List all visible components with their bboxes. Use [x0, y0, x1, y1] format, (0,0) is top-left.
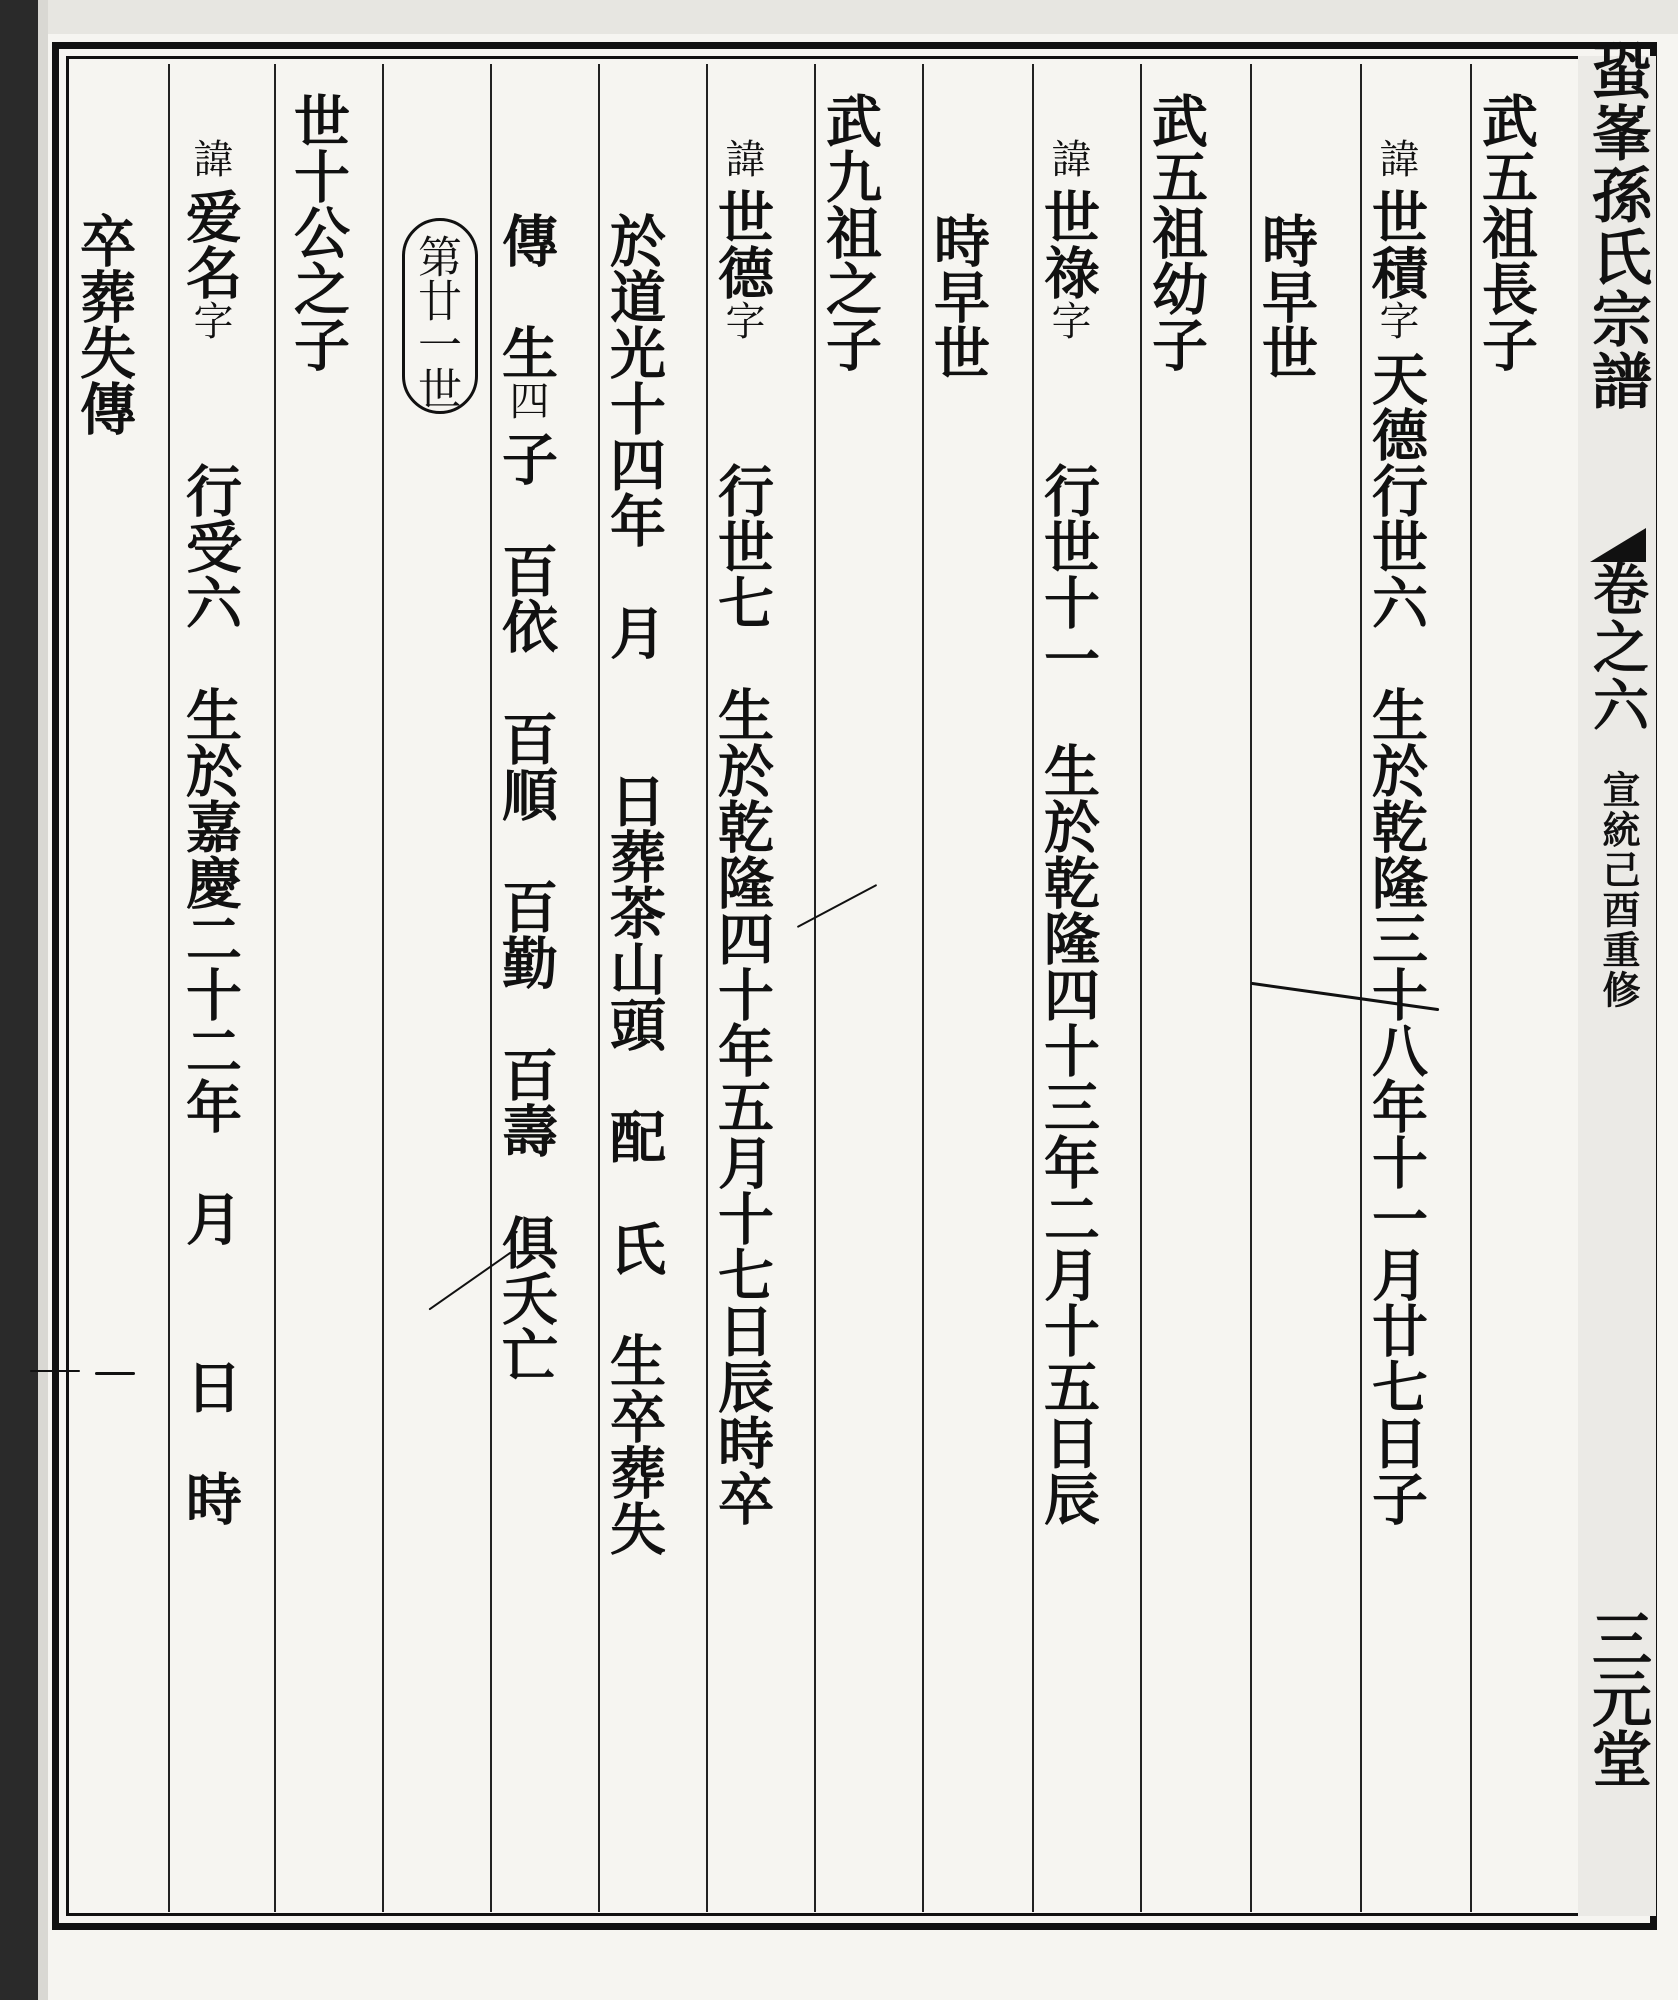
- column-rule: [814, 64, 816, 1912]
- text-run: 字: [187, 300, 233, 340]
- ink-stroke: [30, 1370, 80, 1372]
- text-run: 時早世: [1253, 212, 1319, 380]
- column-rule: [490, 64, 492, 1912]
- text-run: 世德: [709, 188, 775, 300]
- page-top-margin: [48, 0, 1678, 34]
- text-run: 世十公之子: [285, 92, 351, 372]
- text-run: 字: [1373, 300, 1419, 340]
- text-run: 傳 生: [493, 212, 559, 380]
- text-run: 爱名: [177, 188, 243, 300]
- edition-label: 宣統己酉重修: [1596, 770, 1641, 1010]
- text-column-11: [285, 92, 351, 372]
- column-rule: [598, 64, 600, 1912]
- text-run: 諱: [187, 138, 233, 178]
- text-column-3: [1253, 212, 1319, 380]
- text-column-4: [1143, 92, 1209, 372]
- text-run: 行世十一 生於乾隆四十三年二月十五日辰: [1035, 350, 1101, 1526]
- text-run: 卒葬失傳: [71, 212, 137, 436]
- volume-label: 卷之六: [1584, 560, 1650, 734]
- column-rule: [706, 64, 708, 1912]
- column-rule: [1360, 64, 1362, 1912]
- text-run: 諱: [1373, 138, 1419, 178]
- column-rule: [1140, 64, 1142, 1912]
- text-run: 字: [719, 300, 765, 340]
- text-run: 武五祖長子: [1473, 92, 1539, 372]
- text-column-2: [1363, 138, 1429, 1526]
- text-column-13: [71, 212, 137, 436]
- text-column-5: [1035, 138, 1101, 1526]
- column-rule: [1032, 64, 1034, 1912]
- text-run: 子 百依 百順 百勤 百壽 俱夭亡: [493, 430, 559, 1382]
- column-rule: [274, 64, 276, 1912]
- text-run: 武五祖幼子: [1143, 92, 1209, 372]
- text-run: 世積: [1363, 188, 1429, 300]
- text-column-9: [601, 212, 667, 1556]
- hall-name: 三元堂: [1582, 1608, 1652, 1788]
- text-column-7: [817, 92, 883, 372]
- genealogy-title: 蛩峯孫氏宗譜: [1582, 40, 1652, 412]
- text-run: 時早世: [925, 212, 991, 380]
- text-run: 武九祖之子: [817, 92, 883, 372]
- text-run: 行世七 生於乾隆四十年五月十七日辰時卒: [709, 350, 775, 1526]
- text-column-10: [493, 212, 559, 1382]
- column-rule: [168, 64, 170, 1912]
- text-column-12: [177, 138, 243, 1526]
- column-rule: [922, 64, 924, 1912]
- column-rule: [1470, 64, 1472, 1912]
- text-column-8: [709, 138, 775, 1526]
- text-run: 於道光十四年 月 日葬茶山頭 配 氏 生卒葬失: [601, 212, 667, 1556]
- text-run: 世祿: [1035, 188, 1101, 300]
- text-run: 字: [1045, 300, 1091, 340]
- text-column-1: [1473, 92, 1539, 372]
- text-run: 四: [503, 380, 549, 420]
- column-rule: [382, 64, 384, 1912]
- ink-stroke: [95, 1372, 135, 1375]
- text-run: 諱: [1045, 138, 1091, 178]
- generation-label: 第廿一世: [410, 234, 461, 410]
- binding-edge: [0, 0, 38, 2000]
- text-run: 天德行世六 生於乾隆三十八年十一月廿七日子: [1363, 350, 1429, 1526]
- column-rule: [1250, 64, 1252, 1912]
- text-column-6: [925, 212, 991, 380]
- text-run: 諱: [719, 138, 765, 178]
- binding-gap: [38, 0, 48, 2000]
- text-run: 行受六 生於嘉慶二十二年 月 日 時: [177, 350, 243, 1526]
